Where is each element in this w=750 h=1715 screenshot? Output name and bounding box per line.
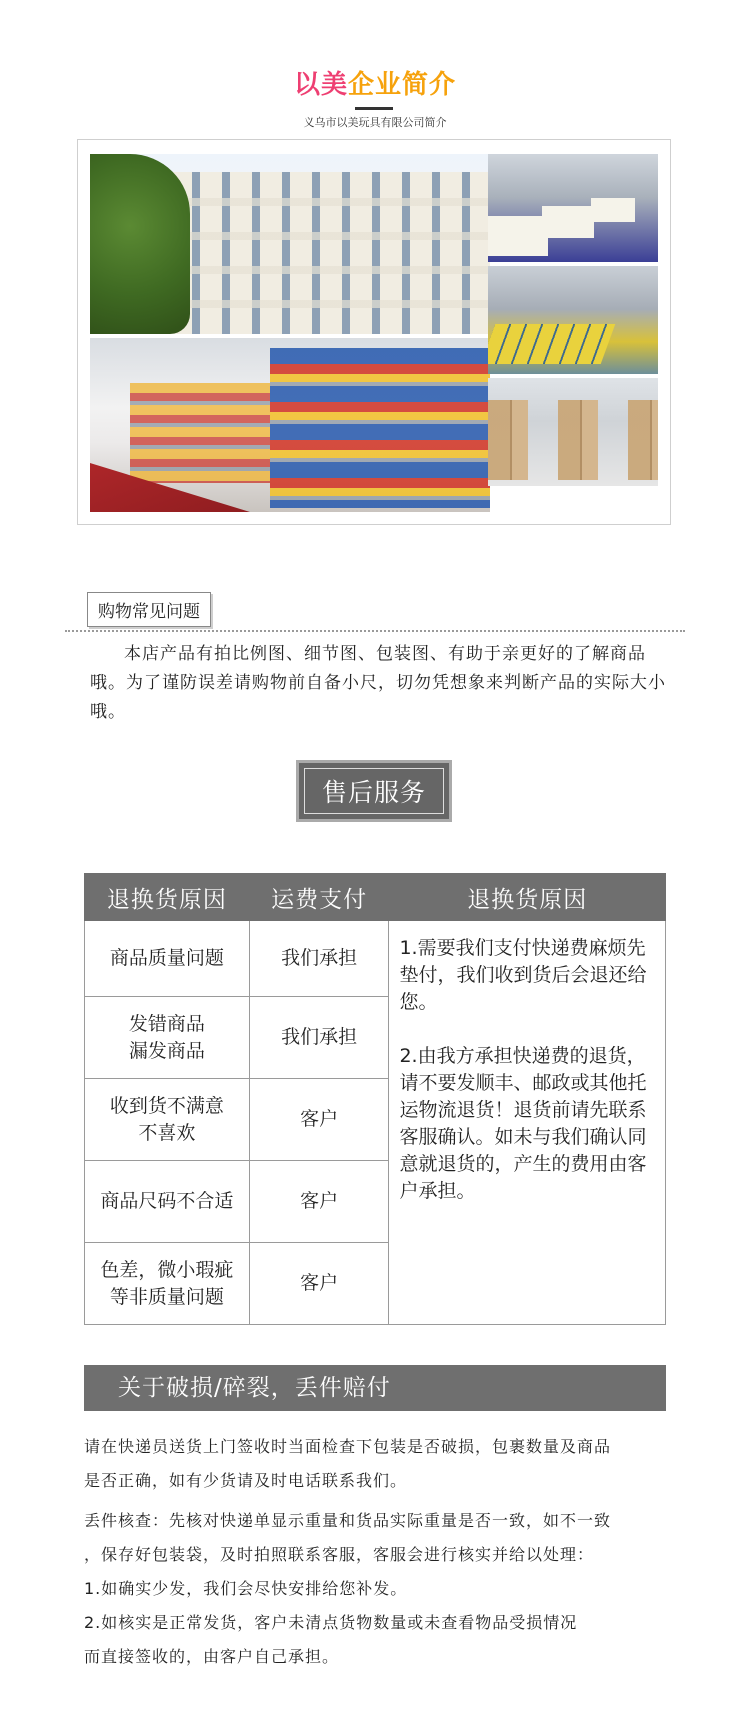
after-sales-badge-label: 售后服务: [304, 768, 444, 814]
row-payer: 我们承担: [249, 997, 389, 1079]
return-policy-table: [84, 873, 666, 1325]
intro-title: [0, 64, 750, 101]
table-row: [85, 921, 666, 997]
faq-body: 本店产品有拍比例图、细节图、包装图、有助于亲更好的了解商品哦。为了谨防误差请购物前自备小尺，切勿凭想象来判断产品的实际大小哦。: [90, 644, 666, 722]
factory-machines-photo: [488, 154, 658, 262]
showroom-photo: [90, 338, 490, 512]
office-building-photo: [90, 154, 490, 334]
intro-divider: [355, 107, 393, 110]
damage-line: 是否正确，如有少货请及时电话联系我们。: [84, 1471, 408, 1490]
header-notes: 退换货原因: [389, 874, 666, 921]
faq-tag: 购物常见问题: [87, 592, 211, 627]
intro-subtitle: 义乌市以美玩具有限公司简介: [303, 116, 447, 129]
return-note-2: 2.由我方承担快递费的退货，请不要发顺丰、邮政或其他托运物流退货！退货前请先联系客服确认。如未与我们确认同意就退货的，产生的费用由客户承担。: [399, 1045, 647, 1202]
damage-line: 而直接签收的，由客户自己承担。: [84, 1647, 340, 1666]
warehouse-photo: [488, 378, 658, 486]
damage-line: 2.如核实是正常发货，客户未清点货物数量或未查看物品受损情况: [84, 1613, 578, 1632]
intro-title-part1: 以美: [293, 70, 348, 100]
faq-divider: [65, 630, 685, 632]
return-note-1: 1.需要我们支付快递费麻烦先垫付，我们收到货后会退还给您。: [399, 937, 647, 1013]
row-payer: 客户: [249, 1243, 389, 1325]
row-reason: 色差，微小瑕疵 等非质量问题: [85, 1243, 250, 1325]
damage-section-body: [84, 1430, 684, 1674]
damage-line: 请在快递员送货上门签收时当面检查下包装是否破损，包裹数量及商品: [84, 1437, 612, 1456]
row-payer: 我们承担: [249, 921, 389, 997]
return-notes: [389, 921, 666, 1325]
damage-line: 1.如确实少发，我们会尽快安排给您补发。: [84, 1579, 408, 1598]
damage-line: 丢件核查：先核对快递单显示重量和货品实际重量是否一致，如不一致: [84, 1511, 612, 1530]
production-line-photo: [488, 266, 658, 374]
row-payer: 客户: [249, 1079, 389, 1161]
row-reason: 商品尺码不合适: [85, 1161, 250, 1243]
intro-title-part2: 企业简介: [348, 70, 457, 100]
table-header-row: [85, 874, 666, 921]
after-sales-badge: [296, 760, 452, 822]
company-photo-grid: [77, 139, 671, 525]
damage-line: ，保存好包装袋，及时拍照联系客服，客服会进行核实并给以处理：: [84, 1545, 595, 1564]
row-reason: 商品质量问题: [85, 921, 250, 997]
row-payer: 客户: [249, 1161, 389, 1243]
header-reason: 退换货原因: [85, 874, 250, 921]
row-reason: 发错商品 漏发商品: [85, 997, 250, 1079]
damage-section-title: 关于破损/碎裂，丢件赔付: [84, 1365, 666, 1411]
header-payer: 运费支付: [249, 874, 389, 921]
row-reason: 收到货不满意 不喜欢: [85, 1079, 250, 1161]
